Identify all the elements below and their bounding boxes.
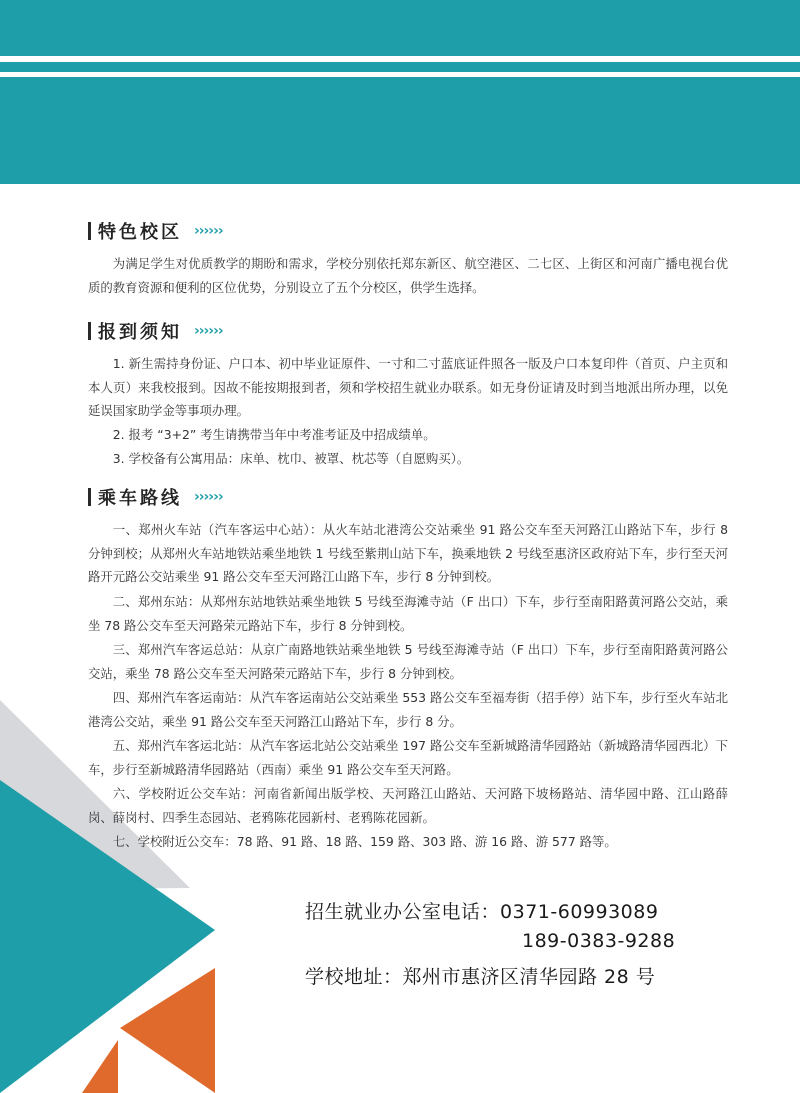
contact-address-line (305, 962, 655, 989)
section-marker (88, 488, 91, 506)
registration-item: 2. 报考 “3+2” 考生请携带当年中考准考证及中招成绩单。 (112, 427, 436, 442)
section-marker (88, 322, 91, 340)
route-item: 四、郑州汽车客运南站：从汽车客运南站公交站乘坐 553 路公交车至福寿街（招手停）站下车，步行至火车站北港湾公交站，乘坐 91 路公交车至天河路江山路站下车，步行 8 分。 (88, 690, 728, 729)
route-item: 五、郑州汽车客运北站：从汽车客运北站公交站乘坐 197 路公交车至新城路清华园路站（新城路清华园西北）下车，步行至新城路清华园路站（西南）乘坐 91 路公交车至天河路。 (88, 738, 728, 777)
header-stripe (0, 56, 800, 62)
address-value: 郑州市惠济区清华园路 28 号 (402, 966, 656, 988)
orange-triangle-decoration (120, 968, 220, 1093)
route-item: 六、学校附近公交车站：河南省新闻出版学校、天河路江山路站、天河路下坡杨路站、清华园中路、江山路薛岗、薛岗村、四季生态园站、老鸦陈花园新村、老鸦陈花园新。 (88, 786, 728, 825)
section-heading-campus (88, 216, 223, 246)
campus-paragraph: 为满足学生对优质教学的期盼和需求，学校分别依托郑东新区、航空港区、二七区、上街区和河南广播电视台优质的教育资源和便利的区位优势，分别设立了五个分校区，供学生选择。 (88, 256, 728, 295)
chevron-right-icon: ›››››› (194, 489, 223, 505)
section-heading-routes (88, 482, 223, 512)
header-stripe (0, 72, 800, 77)
route-item: 七、学校附近公交车：78 路、91 路、18 路、159 路、303 路、游 16 路、游 577 路等。 (112, 834, 617, 849)
chevron-right-icon: ›››››› (194, 323, 223, 339)
contact-phone-line (305, 897, 658, 924)
registration-item: 3. 学校备有公寓用品：床单、枕巾、被罩、枕芯等（自愿购买）。 (112, 451, 470, 466)
section-marker (88, 222, 91, 240)
route-item: 二、郑州东站：从郑州东站地铁站乘坐地铁 5 号线至海滩寺站（F 出口）下车，步行至南阳路黄河路公交站，乘坐 78 路公交车至天河路荣元路站下车，步行 8 分钟到校。 (88, 594, 728, 633)
section-title: 乘车路线 (98, 488, 182, 509)
section-title: 报到须知 (98, 322, 182, 343)
phone-number: 189-0383-9288 (522, 930, 676, 952)
small-orange-triangle-decoration (82, 1040, 120, 1093)
contact-phone-line-2 (522, 930, 675, 952)
route-item: 一、郑州火车站（汽车客运中心站）：从火车站北港湾公交站乘坐 91 路公交车至天河路江山路站下车，步行 8 分钟到校；从郑州火车站地铁站乘坐地铁 1 号线至紫荆山站下车，换乘地铁 2 号线至惠济区政府站下车，步行至天河路开元路公交站乘坐 91 路公交车至天河路江山路下车，步行 8 分钟到校。 (88, 522, 728, 584)
section-title: 特色校区 (98, 222, 182, 243)
registration-item: 1. 新生需持身份证、户口本、初中毕业证原件、一寸和二寸蓝底证件照各一版及户口本复印件（首页、户主页和本人页）来我校报到。因故不能按期报到者，须和学校招生就业办联系。如无身份证请及时到当地派出所办理，以免延误国家助学金等事项办理。 (88, 356, 728, 418)
chevron-right-icon: ›››››› (194, 223, 223, 239)
header-band (0, 0, 800, 184)
phone-label: 招生就业办公室电话： (305, 901, 501, 923)
section-heading-registration (88, 316, 223, 346)
address-label: 学校地址： (305, 966, 403, 988)
phone-number: 0371-60993089 (500, 901, 659, 923)
route-item: 三、郑州汽车客运总站：从京广南路地铁站乘坐地铁 5 号线至海滩寺站（F 出口）下车，步行至南阳路黄河路公交站，乘坐 78 路公交车至天河路荣元路站下车，步行 8 分钟到校。 (88, 642, 728, 681)
